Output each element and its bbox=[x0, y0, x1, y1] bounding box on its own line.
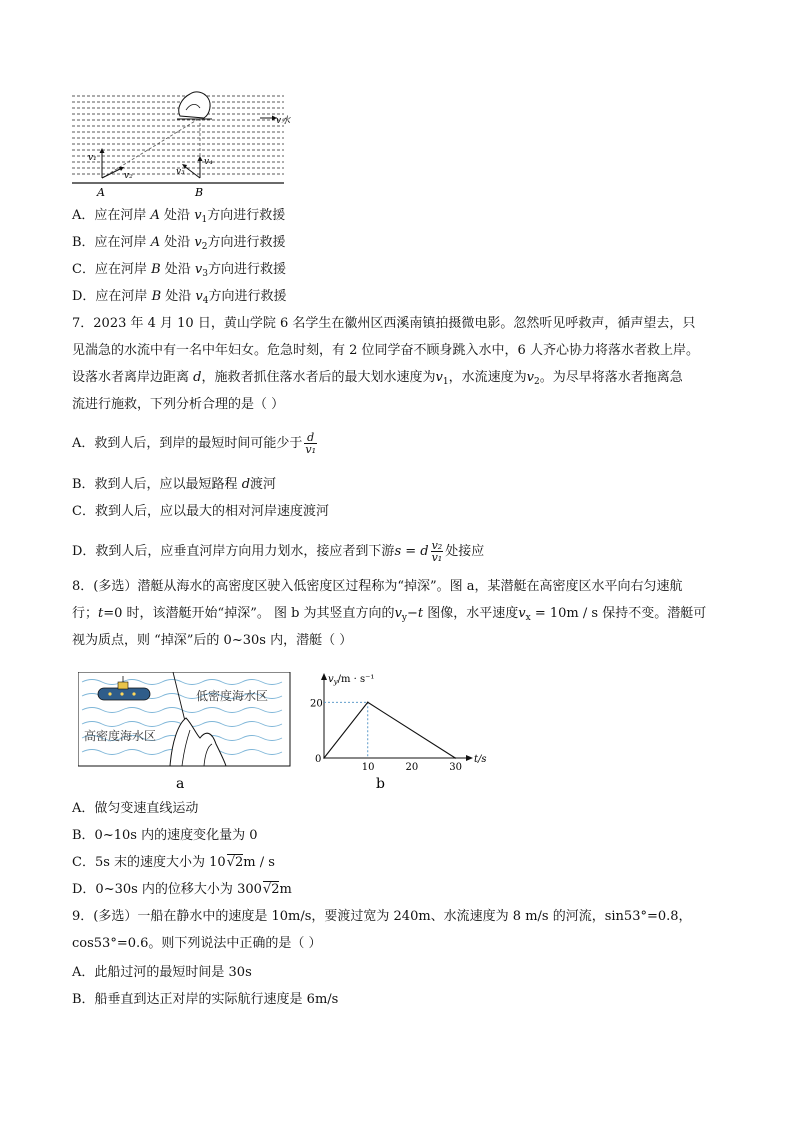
figure-b-label: b bbox=[376, 776, 385, 792]
q7-stem-line2: 见湍急的水流中有一名中年妇女。危急时刻，有 2 位同学奋不顾身跳入水中，6 人齐心协力将落水者救上岸。 bbox=[72, 343, 699, 358]
q7-option-b: B．救到人后，应以最短路程 d渡河 bbox=[72, 477, 277, 492]
figure-a-label: a bbox=[176, 776, 185, 792]
q8-option-b: B．0~10s 内的速度变化量为 0 bbox=[72, 828, 258, 843]
q6-option-b: B．应在河岸 A 处沿 $v_2$方向进行救援 bbox=[72, 235, 286, 252]
chart-data-point bbox=[323, 757, 325, 759]
q9-stem-line2: cos53°=0.6。则下列说法中正确的是（ ） bbox=[72, 936, 322, 951]
v3-label: v₃ bbox=[176, 167, 185, 177]
q8-option-c: C．5s 末的速度大小为 10√2m / s bbox=[72, 855, 275, 870]
chart-xtick-label: 10 bbox=[361, 762, 375, 773]
chart-data-point bbox=[367, 701, 369, 703]
point-a-label: A bbox=[97, 186, 105, 198]
q7-stem-line4: 流进行施救，下列分析合理的是（ ） bbox=[72, 397, 285, 412]
q9-stem-line1: 9．(多选）一船在静水中的速度是 10m/s，要渡过宽为 240m、水流速度为 8 m/s 的河流，sin53°=0.8， bbox=[72, 909, 692, 924]
chart-ylabel: $v_y/m \cdot s^{-1}$ bbox=[328, 674, 375, 686]
q8-option-a: A．做匀变速直线运动 bbox=[72, 801, 199, 816]
q7-option-d: D．救到人后，应垂直河岸方向用力划水，接应者到下游s = d $\frac{\text{v₂}}{\text{v₁}}$ 处接应 bbox=[72, 539, 485, 564]
chart-xtick-label: 20 bbox=[405, 762, 419, 773]
q7-stem-line3: 设落水者离岸边距离 d，施救者抓住落水者后的最大划水速度为$v_1$，水流速度为$v_2$。为尽早将落水者拖离急 bbox=[72, 370, 683, 387]
chart-origin-label: 0 bbox=[315, 754, 322, 765]
q8-option-d: D．0~30s 内的位移大小为 300√2m bbox=[72, 882, 292, 897]
point-b-label: B bbox=[195, 186, 204, 198]
river-rescue-figure bbox=[72, 88, 292, 198]
submarine-figure-a bbox=[78, 672, 298, 792]
q6-option-c: C．应在河岸 B 处沿 $v_3$方向进行救援 bbox=[72, 262, 287, 279]
low-density-region-label: 低密度海水区 bbox=[196, 689, 269, 703]
water-velocity-label: v水 bbox=[276, 116, 291, 126]
q8-stem-line1: 8．(多选）潜艇从海水的高密度区驶入低密度区过程称为“掉深”。图 a，某潜艇在高密度区水平向右匀速航 bbox=[72, 579, 683, 594]
v4-label: v₄ bbox=[204, 157, 213, 167]
chart-ytick-label: 20 bbox=[310, 698, 323, 710]
high-density-region-label: 高密度海水区 bbox=[84, 729, 157, 743]
chart-xtick-label: 30 bbox=[449, 762, 462, 773]
q9-option-b: B．船垂直到达正对岸的实际航行速度是 6m/s bbox=[72, 992, 339, 1007]
v2-label: v₂ bbox=[124, 171, 133, 181]
q8-stem-line2: 行；t=0 时，该潜艇开始“掉深”。 图 b 为其竖直方向的$v_y-t$ 图像，水平速度$v_x = 10m / s$ 保持不变。潜艇可 bbox=[72, 606, 707, 623]
chart-xlabel: t/s bbox=[474, 754, 487, 765]
chart-series-line bbox=[324, 702, 455, 758]
q6-option-a: A．应在河岸 A 处沿 $v_1$方向进行救援 bbox=[72, 208, 286, 225]
chart-data-point bbox=[454, 757, 456, 759]
q6-option-d: D．应在河岸 B 处沿 $v_4$方向进行救援 bbox=[72, 289, 287, 306]
q7-option-c: C．救到人后，应以最大的相对河岸速度渡河 bbox=[72, 504, 329, 519]
q9-option-a: A．此船过河的最短时间是 30s bbox=[72, 965, 252, 980]
v1-label: v₁ bbox=[88, 153, 97, 163]
q7-stem-line1: 7．2023 年 4 月 10 日，黄山学院 6 名学生在徽州区西溪南镇拍摄微电影。忽然听见呼救声，循声望去，只 bbox=[72, 316, 696, 331]
q8-stem-line3: 视为质点，则 “掉深”后的 0~30s 内，潜艇（ ） bbox=[72, 633, 353, 648]
vy-t-chart bbox=[298, 668, 498, 794]
q7-option-a: A．救到人后，到岸的最短时间可能少于 $\frac{d}{\text{v₁}}$ bbox=[72, 431, 317, 456]
